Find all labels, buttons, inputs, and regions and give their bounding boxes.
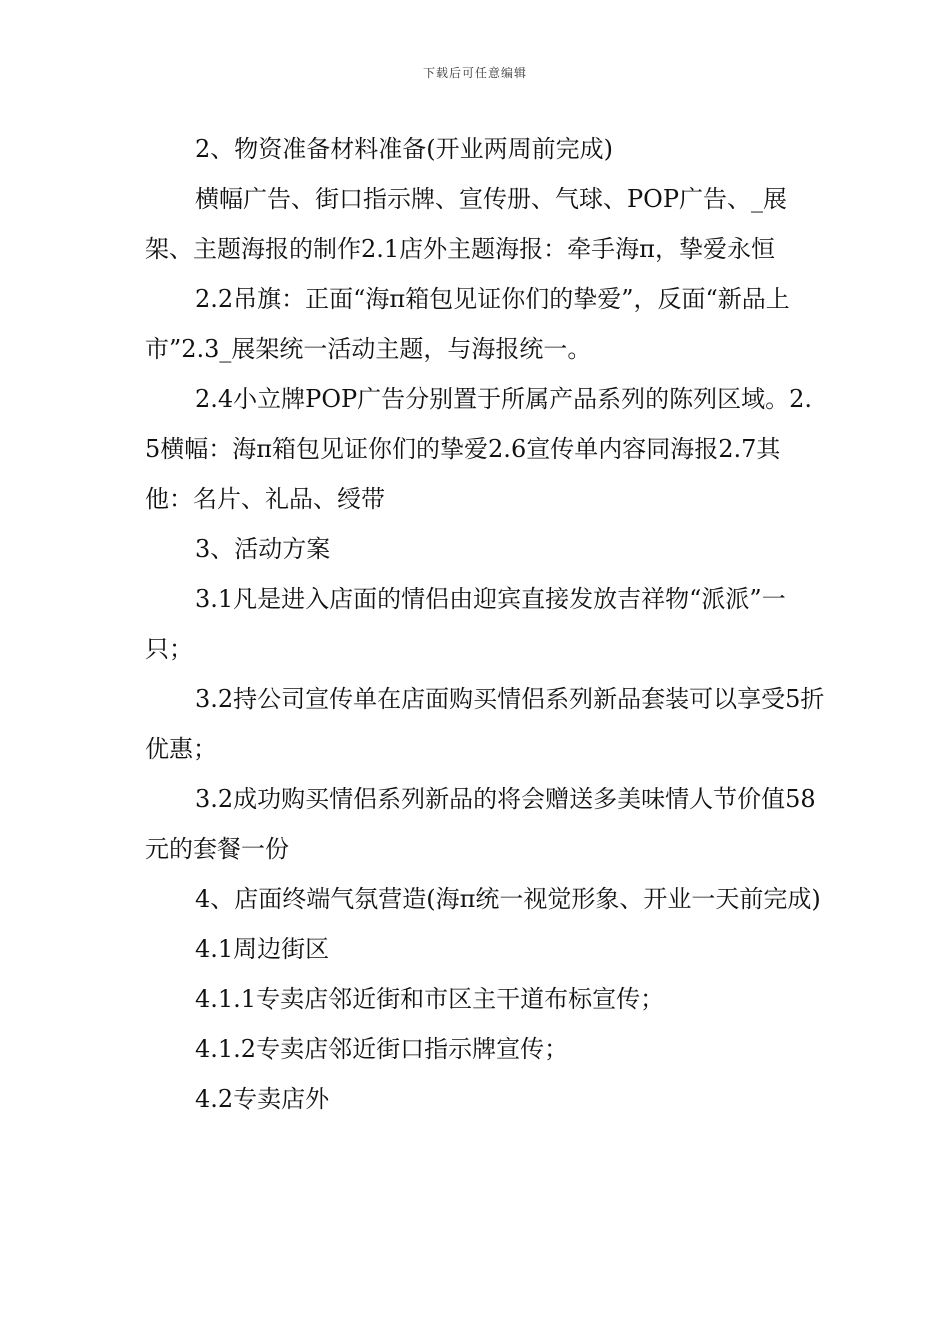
page-header: 下载后可任意编辑 xyxy=(422,66,527,80)
paragraph-surrounding-streets: 4.1周边街区 xyxy=(195,935,330,963)
document-body xyxy=(145,124,825,1124)
paragraph-pop-signs: 2.4小立牌POP广告分别置于所属产品系列的陈列区域。2.5横幅：海π箱包见证你们的挚爱2.6宣传单内容同海报2.7其他：名片、礼品、绶带 xyxy=(145,385,813,513)
paragraph-hanging-flags: 2.2吊旗：正面“海π箱包见证你们的挚爱”，反面“新品上市”2.3_展架统一活动主题，与海报统一。 xyxy=(145,285,790,363)
paragraph-4-1-2: 4.1.2专卖店邻近街口指示牌宣传； xyxy=(195,1035,569,1063)
paragraph-materials-list: 横幅广告、街口指示牌、宣传册、气球、POP广告、_展架、主题海报的制作2.1店外主题海报：牵手海π，挚爱永恒 xyxy=(145,185,787,263)
paragraph-atmosphere-heading: 4、店面终端气氛营造(海π统一视觉形象、开业一天前完成) xyxy=(195,885,821,913)
paragraph-activity-3-2b: 3.2成功购买情侣系列新品的将会赠送多美味情人节价值58元的套餐一份 xyxy=(145,785,816,863)
paragraph-activity-3-2a: 3.2持公司宣传单在店面购买情侣系列新品套装可以享受5折优惠； xyxy=(145,685,825,763)
paragraph-materials-heading: 2、物资准备材料准备(开业两周前完成) xyxy=(195,135,613,163)
paragraph-activity-3-1: 3.1凡是进入店面的情侣由迎宾直接发放吉祥物“派派”一只； xyxy=(145,585,786,663)
paragraph-store-exterior: 4.2专卖店外 xyxy=(195,1085,330,1113)
paragraph-activity-heading: 3、活动方案 xyxy=(195,535,331,563)
paragraph-4-1-1: 4.1.1专卖店邻近街和市区主干道布标宣传； xyxy=(195,985,665,1013)
